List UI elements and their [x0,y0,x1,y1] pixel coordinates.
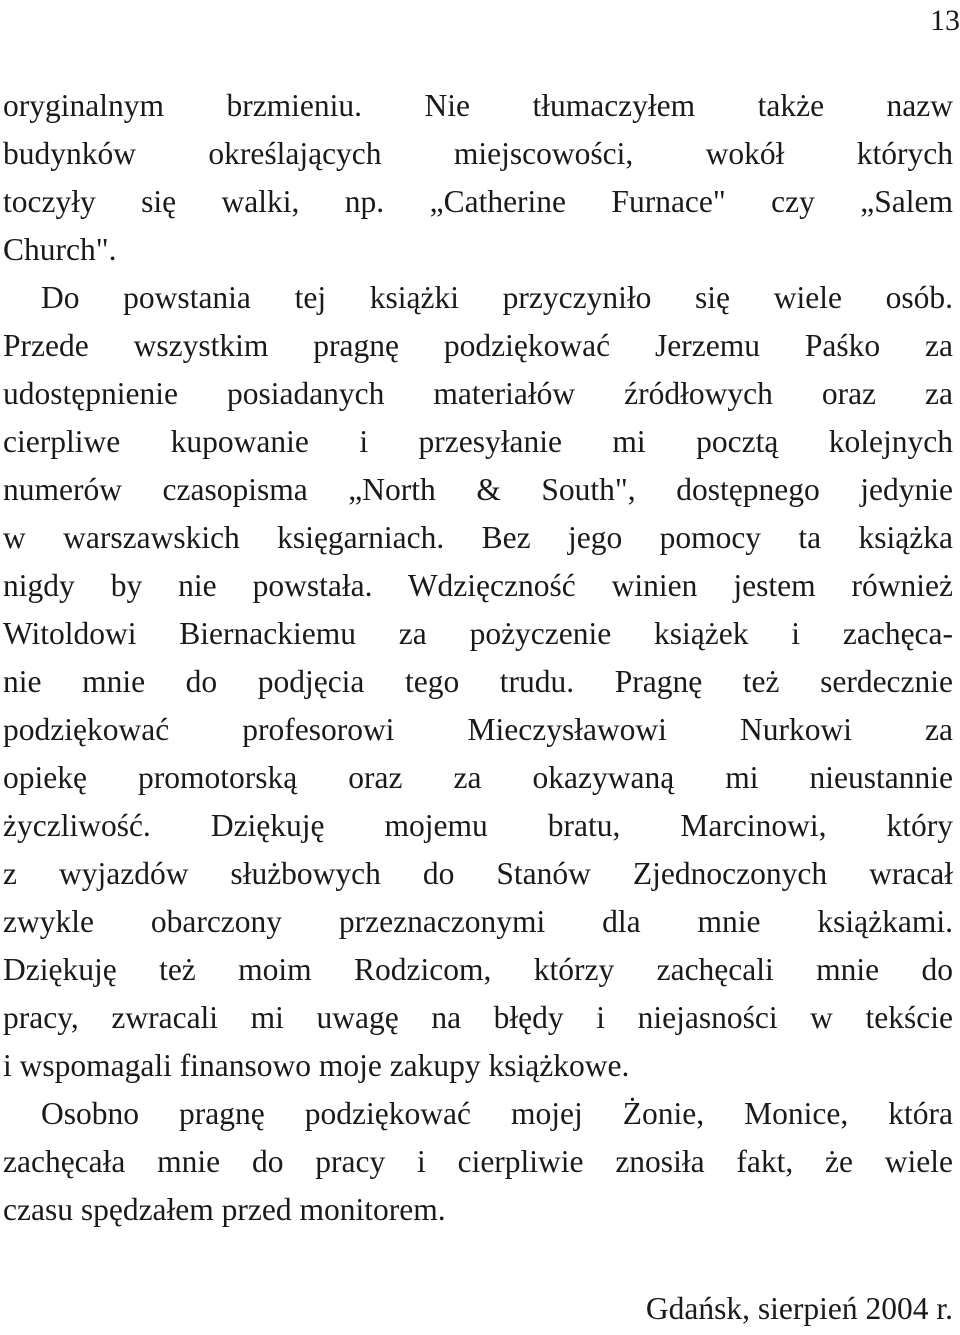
body-text [3,82,953,1234]
text-line: w warszawskich księgarniach. Bez jego pomocy ta książka [3,520,953,555]
text-line: zwykle obarczony przeznaczonymi dla mnie książkami. [3,904,953,939]
text-line: nie mnie do podjęcia tego trudu. Pragnę też serdecznie [3,664,953,699]
text-line: Do powstania tej książki przyczyniło się wiele osób. [41,280,953,315]
text-line: z wyjazdów służbowych do Stanów Zjednoczonych wracał [3,856,953,891]
text-line: zachęcała mnie do pracy i cierpliwie znosiła fakt, że wiele [3,1144,953,1179]
text-line: Witoldowi Biernackiemu za pożyczenie książek i zachęca- [3,616,953,651]
text-line: opiekę promotorską oraz za okazywaną mi nieustannie [3,760,953,795]
text-line: oryginalnym brzmieniu. Nie tłumaczyłem także nazw [3,88,953,123]
text-line: życzliwość. Dziękuję mojemu bratu, Marcinowi, który [3,808,953,843]
text-line: podziękować profesorowi Mieczysławowi Nurkowi za [3,712,953,747]
text-line: cierpliwe kupowanie i przesyłanie mi pocztą kolejnych [3,424,953,459]
text-line: Przede wszystkim pragnę podziękować Jerzemu Paśko za [3,328,953,363]
text-line: toczyły się walki, np. „Catherine Furnace" czy „Salem [3,184,953,219]
text-line: czasu spędzałem przed monitorem. [3,1192,446,1227]
text-line: Church". [3,232,117,267]
text-line: udostępnienie posiadanych materiałów źródłowych oraz za [3,376,953,411]
text-line: Dziękuję też moim Rodzicom, którzy zachęcali mnie do [3,952,953,987]
text-line: budynków określających miejscowości, wokół których [3,136,953,171]
page-number: 13 [930,4,960,37]
text-line: Osobno pragnę podziękować mojej Żonie, Monice, która [41,1096,953,1131]
signature-place-date: Gdańsk, sierpień 2004 r. [645,1291,953,1326]
text-line: nigdy by nie powstała. Wdzięczność winien jestem również [3,568,953,603]
text-line: i wspomagali finansowo moje zakupy książkowe. [3,1048,630,1083]
text-line: pracy, zwracali mi uwagę na błędy i niejasności w tekście [3,1000,953,1035]
text-line: numerów czasopisma „North & South", dostępnego jedynie [3,472,953,507]
